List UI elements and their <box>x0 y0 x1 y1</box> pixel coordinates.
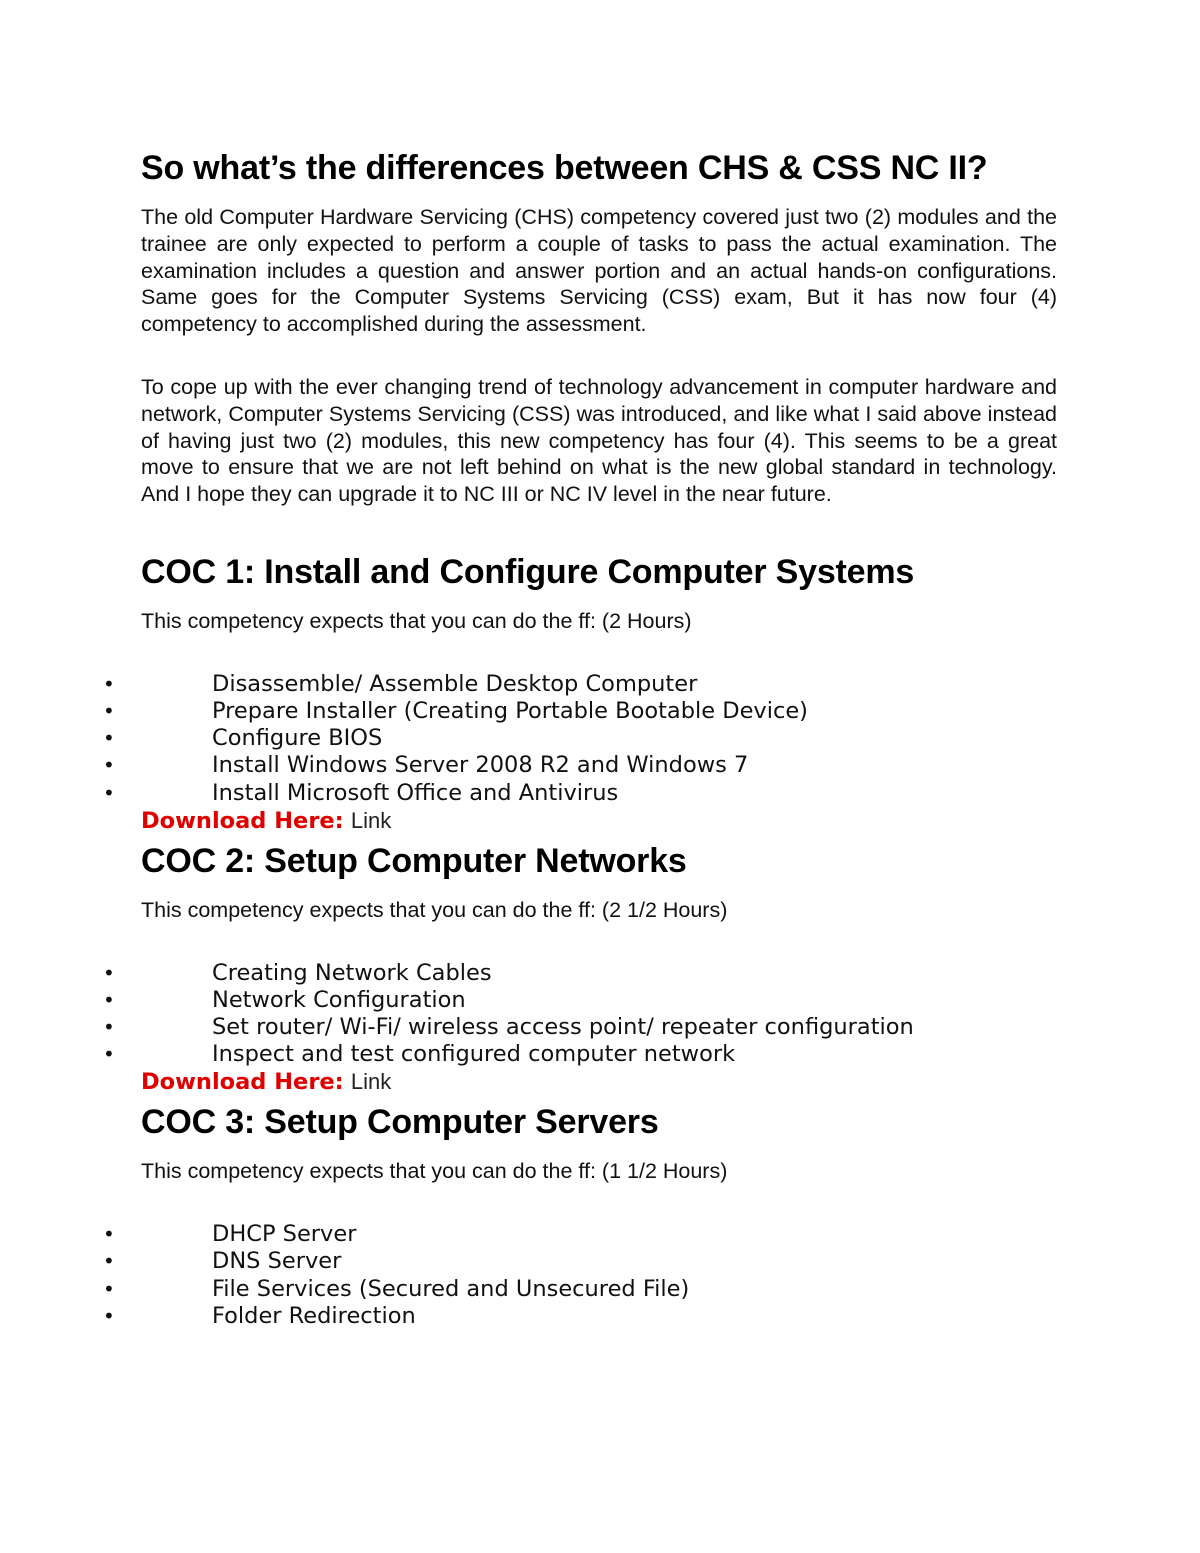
list-item: • Install Windows Server 2008 R2 and Windows 7 <box>103 752 749 779</box>
download-link[interactable]: Link <box>350 1069 392 1095</box>
coc-1-intro: This competency expects that you can do the ff: (2 Hours) <box>141 608 692 633</box>
bullet-icon: • <box>103 1249 115 1274</box>
coc-3-intro: This competency expects that you can do the ff: (1 1/2 Hours) <box>141 1159 728 1184</box>
coc-2-intro: This competency expects that you can do the ff: (2 1/2 Hours) <box>141 897 728 922</box>
list-item: • Inspect and test configured computer network <box>103 1041 736 1068</box>
bullet-icon: • <box>103 1222 115 1247</box>
bullet-icon: • <box>103 1303 115 1328</box>
coc-2-task-list <box>103 959 1057 1069</box>
download-label: Download Here: <box>141 807 344 834</box>
list-item: • File Services (Secured and Unsecured File) <box>103 1275 690 1302</box>
coc-1-section <box>103 550 1057 835</box>
bullet-icon: • <box>103 698 115 723</box>
coc-3-heading: COC 3: Setup Computer Servers <box>141 1103 659 1142</box>
list-item: • Folder Redirection <box>103 1302 416 1329</box>
list-item: • Network Configuration <box>103 986 466 1013</box>
bullet-icon: • <box>103 1042 115 1067</box>
download-link[interactable]: Link <box>350 807 392 833</box>
coc-3-section <box>103 1100 1057 1330</box>
bullet-icon: • <box>103 726 115 751</box>
coc-2-section <box>103 839 1057 1097</box>
coc-2-download <box>141 1068 1057 1096</box>
list-item: • Creating Network Cables <box>103 959 492 986</box>
bullet-icon: • <box>103 960 115 985</box>
bullet-icon: • <box>103 1014 115 1039</box>
coc-1-heading: COC 1: Install and Configure Computer Systems <box>141 552 915 591</box>
coc-1-download <box>141 807 1057 835</box>
download-label: Download Here: <box>141 1069 344 1096</box>
bullet-icon: • <box>103 987 115 1012</box>
document-body <box>103 146 1057 1330</box>
intro-paragraph-2: To cope up with the ever changing trend of technology advancement in computer hardware and network, Computer Systems Servicing (CSS) was introduced, and like what I said above instead of having just two (2) modules, this new competency has four (4). This seems to be a great move to ensure that we are not left behind on what is the new global standard in technology. And I hope they can upgrade it to NC III or NC IV level in the near future. <box>141 374 1057 507</box>
coc-1-task-list <box>103 670 1057 807</box>
bullet-icon: • <box>103 753 115 778</box>
list-item: • Configure BIOS <box>103 725 383 752</box>
intro-paragraph-1: The old Computer Hardware Servicing (CHS) competency covered just two (2) modules and the trainee are only expected to perform a couple of tasks to pass the actual examination. The examination includes a question and answer portion and an actual hands-on configurations. Same goes for the Computer Systems Servicing (CSS) exam, But it has now four (4) competency to accomplished during the assessment. <box>141 205 1057 337</box>
coc-3-task-list <box>103 1221 1057 1330</box>
bullet-icon: • <box>103 780 115 805</box>
list-item: • Disassemble/ Assemble Desktop Computer <box>103 670 698 697</box>
list-item: • DHCP Server <box>103 1221 357 1248</box>
coc-2-heading: COC 2: Setup Computer Networks <box>141 841 687 880</box>
page-title: So what’s the differences between CHS & CSS NC II? <box>141 149 988 187</box>
bullet-icon: • <box>103 1276 115 1301</box>
bullet-icon: • <box>103 671 115 696</box>
list-item: • DNS Server <box>103 1248 342 1275</box>
list-item: • Prepare Installer (Creating Portable Bootable Device) <box>103 697 808 724</box>
list-item: • Install Microsoft Office and Antivirus <box>103 779 619 806</box>
list-item: • Set router/ Wi-Fi/ wireless access point/ repeater configuration <box>103 1013 914 1040</box>
